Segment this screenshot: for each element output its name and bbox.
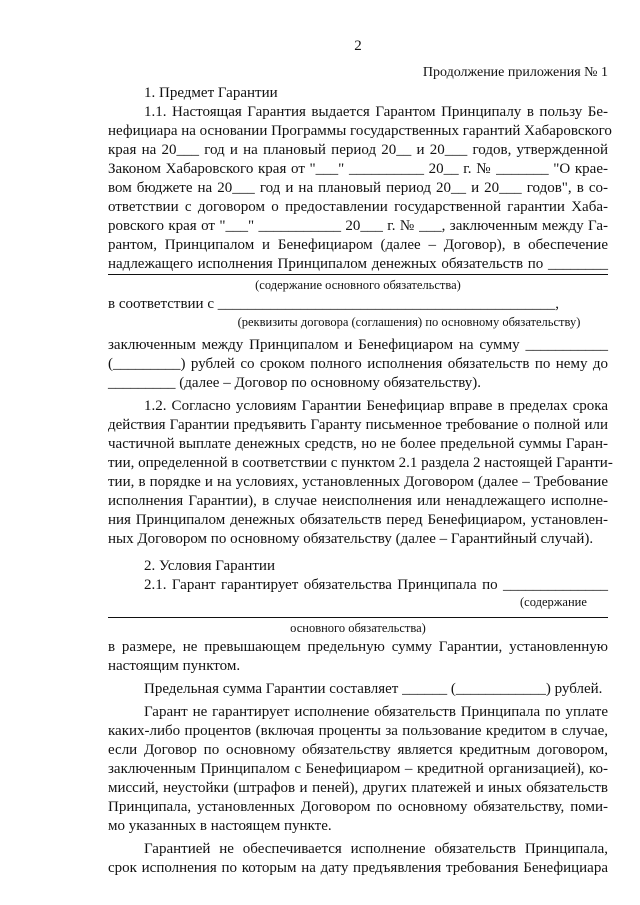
- caption-obligation-content: (содержание основного обязательства): [255, 278, 461, 292]
- not-guaranteed-paragraph-line: мо указанных в настоящем пункте.: [108, 818, 332, 834]
- not-guaranteed-paragraph-line: если Договор по основному обязательству является кредитным договором,: [108, 742, 608, 758]
- paragraph-1-2-line: тии, определенной в соответствии с пунктом 2.1 раздела 2 настоящей Гаранти-: [108, 455, 613, 471]
- paragraph-1-1-line: Законом Хабаровского края от "___" __________ 20__ г. № _______ "О крае-: [108, 161, 608, 177]
- according-to-line: в соответствии с _____________________________________________,: [108, 296, 559, 312]
- not-guaranteed-paragraph-line: миссий, неустойки (штрафов и пеней), других платежей и иных обязательств: [108, 780, 608, 796]
- paragraph-2-1-cont-line: в размере, не превышающем предельную сумму Гарантии, установленную: [108, 639, 608, 655]
- paragraph-1-1-cont-line: (_________) рублей со сроком полного исполнения обязательств по нему до: [108, 356, 608, 372]
- not-secured-paragraph-line: Гарантией не обеспечивается исполнение обязательств Принципала,: [144, 841, 608, 857]
- paragraph-1-1-line: вом бюджете на 20___ год и на плановый период 20__ и 20___ годов", в со-: [108, 180, 608, 196]
- paragraph-1-1-line: 1.1. Настоящая Гарантия выдается Гарантом Принципалу в пользу Бе-: [144, 104, 608, 120]
- not-guaranteed-paragraph-line: Гарант не гарантирует исполнение обязательств Принципала по уплате: [144, 704, 608, 720]
- fill-in-line: [108, 617, 608, 618]
- appendix-continuation-note: Продолжение приложения № 1: [422, 65, 608, 80]
- paragraph-1-2-line: действия Гарантии предъявить Гаранту письменное требование о полной или: [108, 417, 608, 433]
- page-number: 2: [354, 38, 362, 54]
- paragraph-2-1-cont-line: настоящим пунктом.: [108, 658, 241, 674]
- paragraph-2-1-line: 2.1. Гарант гарантирует обязательства Принципала по ______________: [144, 577, 608, 593]
- caption-content-part-b: основного обязательства): [290, 621, 426, 635]
- section-1-heading: 1. Предмет Гарантии: [144, 85, 278, 101]
- not-guaranteed-paragraph-line: каких-либо процентов (включая проценты за пользование кредитом в случае,: [108, 723, 608, 739]
- paragraph-1-1-line: края на 20___ год и на плановый период 20__ и 20___ годов, утвержденной: [108, 142, 608, 158]
- paragraph-1-2-line: ных Договором по основному обязательству (далее – Гарантийный случай).: [108, 531, 594, 547]
- paragraph-1-2-line: частичной выплате денежных средств, но не более предельной суммы Гаран-: [108, 436, 608, 452]
- not-guaranteed-paragraph-line: заключенным Принципалом с Бенефициаром – кредитной организацией), ко-: [108, 761, 608, 777]
- paragraph-1-2-line: тии, в порядке и на условиях, установленных Договором (далее – Требование: [108, 474, 608, 490]
- paragraph-1-2-line: исполнения Гарантии), в случае неисполнения или ненадлежащего исполне-: [108, 493, 608, 509]
- not-secured-paragraph-line: срок исполнения по которым на дату предъявления требования Бенефициара: [108, 860, 608, 876]
- caption-content-part-a: (содержание: [520, 595, 587, 609]
- not-guaranteed-paragraph-line: Принципала, установленных Договором по основному обязательству, поми-: [108, 799, 608, 815]
- paragraph-1-2-line: 1.2. Согласно условиям Гарантии Бенефициар вправе в пределах срока: [144, 398, 608, 414]
- paragraph-1-1-line: нефициара на основании Программы государственных гарантий Хабаровского: [108, 123, 612, 139]
- paragraph-1-1-line: ответствии с договором о предоставлении государственной гарантии Хаба-: [108, 199, 608, 215]
- paragraph-1-1-cont-line: заключенным между Принципалом и Бенефициаром на сумму ___________: [108, 337, 608, 353]
- caption-contract-requisites: (реквизиты договора (соглашения) по основному обязательству): [237, 315, 581, 329]
- paragraph-1-1-cont-line: _________ (далее – Договор по основному обязательству).: [108, 375, 482, 391]
- paragraph-1-1-line: рантом, Принципалом и Бенефициаром (далее – Договор), в обеспечение: [108, 237, 608, 253]
- paragraph-1-1-line: ровского края от "___" ___________ 20___ г. № ___, заключенным между Га-: [108, 218, 608, 234]
- fill-in-line: [108, 274, 608, 275]
- paragraph-1-1-line: надлежащего исполнения Принципалом денежных обязательств по ________: [108, 256, 608, 272]
- paragraph-1-2-line: ния Принципалом денежных обязательств перед Бенефициаром, установлен-: [108, 512, 608, 528]
- section-2-heading: 2. Условия Гарантии: [144, 558, 275, 574]
- guarantee-limit-line: Предельная сумма Гарантии составляет ______ (____________) рублей.: [144, 681, 603, 697]
